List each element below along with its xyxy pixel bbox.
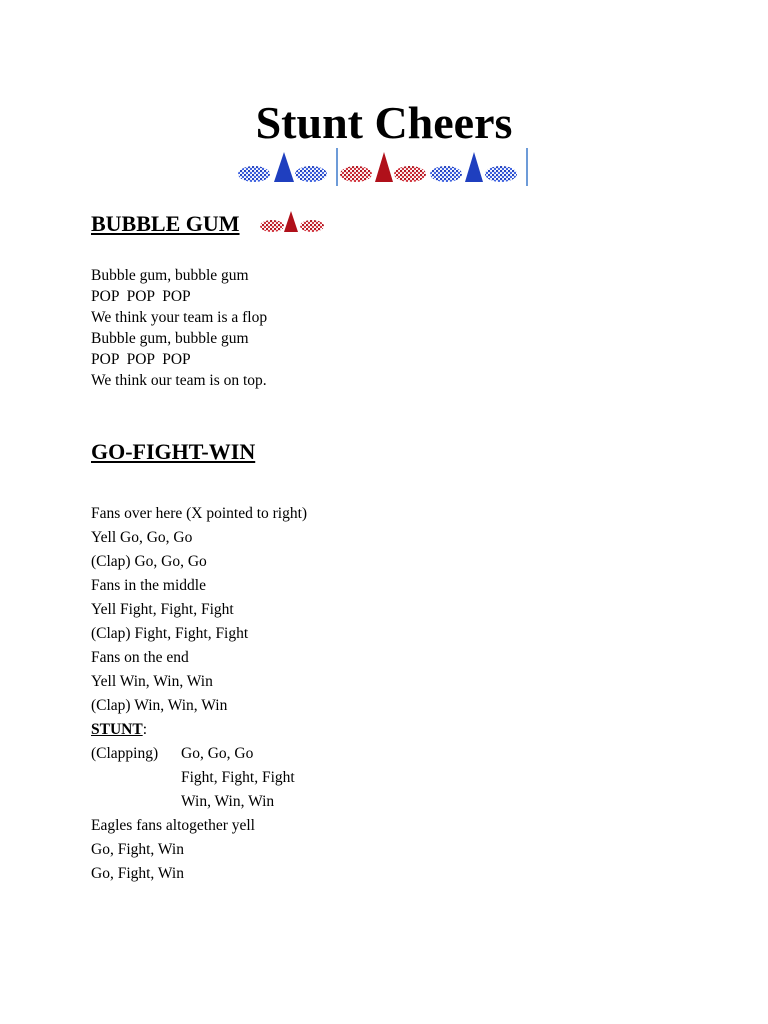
- blue-megaphone-icon: [465, 152, 483, 182]
- lyric-line: Fans in the middle: [91, 577, 206, 594]
- stunt-line: [91, 718, 307, 742]
- page-title: Stunt Cheers: [255, 97, 513, 148]
- section-heading-go-fight-win: GO-FIGHT-WIN: [91, 439, 256, 464]
- blue-pompom-icon: [295, 166, 327, 182]
- blue-pompom-icon: [485, 166, 517, 182]
- lyric-line: Yell Fight, Fight, Fight: [91, 601, 234, 618]
- clapping-text: Go, Go, Go: [181, 745, 254, 762]
- red-pompom-icon: [394, 166, 426, 182]
- lyric-line: Yell Win, Win, Win: [91, 673, 213, 690]
- blue-pompom-group-1: [238, 152, 327, 182]
- clapping-line: [91, 790, 307, 814]
- clapping-text: Fight, Fight, Fight: [181, 769, 295, 786]
- lyric-line: We think your team is a flop: [91, 309, 268, 326]
- lyric-line: Go, Fight, Win: [91, 865, 184, 882]
- stunt-colon: :: [142, 721, 147, 738]
- stunt-label: STUNT: [91, 721, 143, 738]
- lyric-line: Eagles fans altogether yell: [91, 817, 255, 834]
- lyric-line: POP POP POP: [91, 288, 191, 305]
- clapping-line: [91, 742, 307, 766]
- clapping-text: Win, Win, Win: [181, 793, 275, 810]
- section-heading-bubble-gum: BUBBLE GUM: [91, 211, 240, 236]
- lyric-line: Fans over here (X pointed to right): [91, 505, 308, 522]
- lyric-line: (Clap) Fight, Fight, Fight: [91, 625, 249, 642]
- pompom-banner: [236, 146, 532, 188]
- go-fight-win-lyrics: [91, 502, 307, 886]
- lyric-line: (Clap) Win, Win, Win: [91, 697, 228, 714]
- divider-icon: [526, 148, 528, 186]
- lyric-line: We think our team is on top.: [91, 372, 267, 389]
- red-pompom-icon: [340, 166, 372, 182]
- lyric-line: Go, Fight, Win: [91, 841, 184, 858]
- lyric-line: Fans on the end: [91, 649, 189, 666]
- red-pompom-inline-icon: [258, 208, 328, 236]
- lyric-line: Bubble gum, bubble gum: [91, 330, 249, 347]
- blue-pompom-icon: [430, 166, 462, 182]
- red-megaphone-icon: [375, 152, 393, 182]
- blue-pompom-group-2: [430, 152, 517, 182]
- bubble-gum-lyrics: [91, 265, 267, 391]
- divider-icon: [336, 148, 338, 186]
- lyric-line: Bubble gum, bubble gum: [91, 267, 249, 284]
- blue-pompom-icon: [238, 166, 270, 182]
- red-pompom-group: [340, 152, 426, 182]
- lyric-line: (Clap) Go, Go, Go: [91, 553, 207, 570]
- lyric-line: POP POP POP: [91, 351, 191, 368]
- blue-megaphone-icon: [274, 152, 294, 182]
- clapping-label: (Clapping): [91, 745, 159, 762]
- lyric-line: Yell Go, Go, Go: [91, 529, 193, 546]
- clapping-line: [91, 766, 307, 790]
